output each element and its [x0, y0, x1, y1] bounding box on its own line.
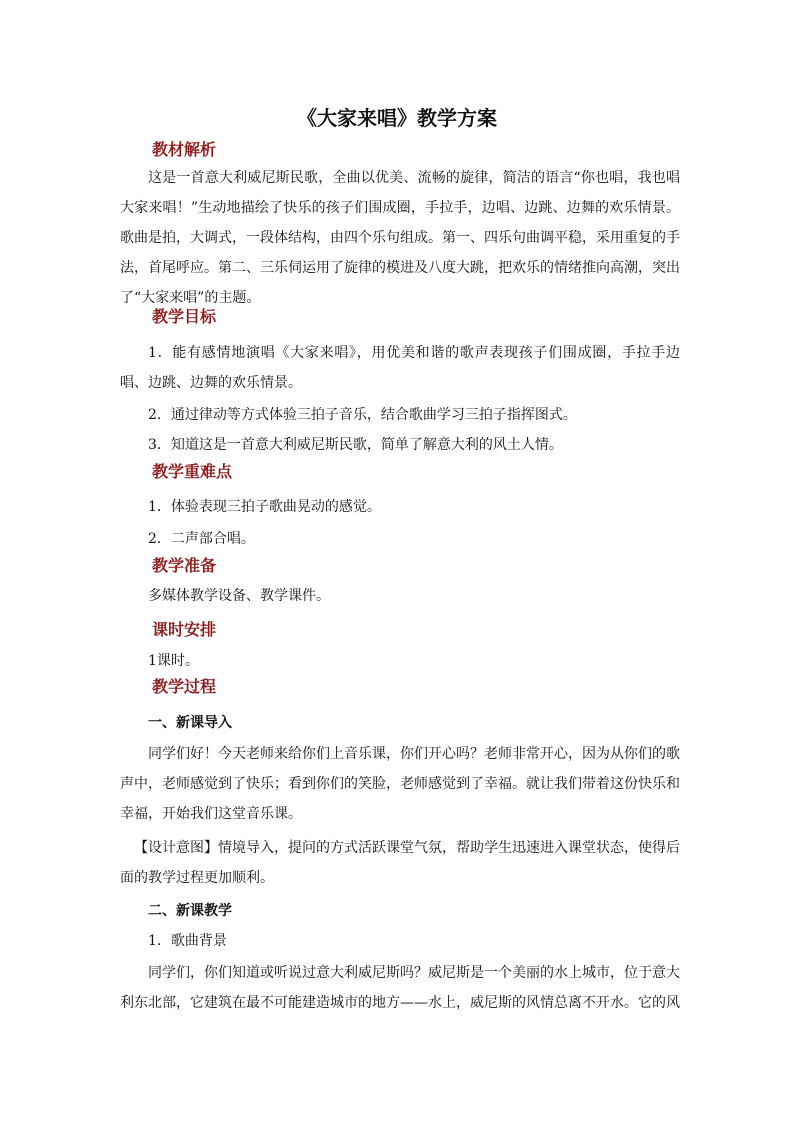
subheading-song-background: 1．歌曲背景 [148, 933, 227, 949]
heading-preparation: 教学准备 [152, 556, 217, 575]
key-point-item-2: 2．二声部合唱。 [148, 531, 255, 547]
heading-process: 教学过程 [152, 677, 217, 696]
key-point-item-1: 1．体验表现三拍子歌曲晃动的感觉。 [148, 499, 381, 515]
subheading-new-lesson-teaching: 二、新课教学 [148, 903, 232, 919]
heading-objectives: 教学目标 [152, 307, 217, 326]
objective-item-2: 2．通过律动等方式体验三拍子音乐，结合歌曲学习三拍子指挥图式。 [148, 407, 577, 423]
objective-item-1: 1．能有感情地演唱《大家来唱》，用优美和谐的歌声表现孩子们围成圈，手拉手边唱、边跳、边舞的欢乐情景。 [120, 345, 680, 391]
paragraph-preparation: 多媒体教学设备、教学课件。 [148, 588, 330, 604]
paragraph-schedule: 1课时。 [148, 653, 199, 669]
document-title: 《大家来唱》教学方案 [297, 106, 497, 130]
paragraph-intro: 同学们好！今天老师来给你们上音乐课，你们开心吗？老师非常开心，因为从你们的歌声中，老师感觉到了快乐；看到你们的笑脸，老师感觉到了幸福。就让我们带着这份快乐和幸福，开始我们这堂音乐课。 [120, 746, 680, 822]
heading-schedule: 课时安排 [152, 620, 217, 639]
heading-key-points: 教学重难点 [152, 462, 233, 481]
paragraph-design-intent: 【设计意图】情境导入，提问的方式活跃课堂气氛，帮助学生迅速进入课堂状态，使得后面的教学过程更加顺利。 [120, 840, 680, 886]
heading-textbook-analysis: 教材解析 [152, 140, 217, 159]
paragraph-song-background: 同学们，你们知道或听说过意大利威尼斯吗？威尼斯是一个美丽的水上城市，位于意大利东北部，它建筑在最不可能建造城市的地方——水上，威尼斯的风情总离不开水。它的风 [120, 965, 680, 1011]
objective-item-3: 3．知道这是一首意大利威尼斯民歌，简单了解意大利的风土人情。 [148, 437, 563, 453]
subheading-new-lesson-intro: 一、新课导入 [148, 715, 232, 731]
paragraph-textbook-analysis: 这是一首意大利威尼斯民歌，全曲以优美、流畅的旋律，简洁的语言“你也唱，我也唱大家来唱！”生动地描绘了快乐的孩子们围成圈，手拉手，边唱、边跳、边舞的欢乐情景。歌曲是拍，大调式，一段体结构，由四个乐句组成。第一、四乐句曲调平稳，采用重复的手法，首尾呼应。第二、三乐伺运用了旋律的模进及八度大跳，把欢乐的情绪推向高潮，突出了“大家来唱”的主题。 [120, 170, 680, 306]
